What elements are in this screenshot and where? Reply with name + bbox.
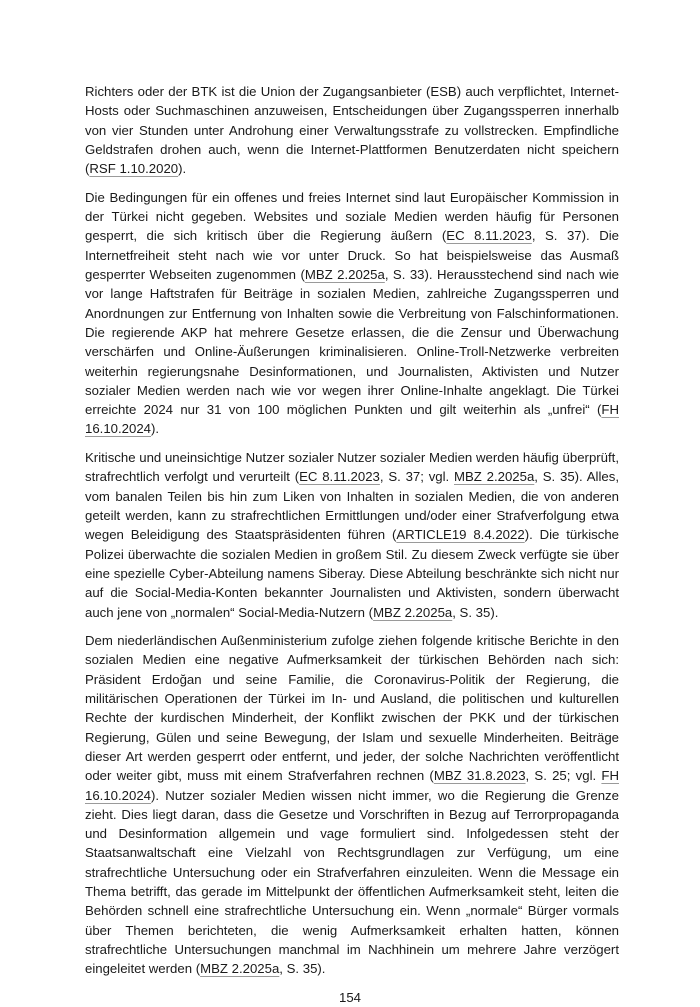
page-sheet (0, 82, 700, 1007)
paragraph-text: , S. 37). Die Internetfreiheit steht nach wie vor unter Druck. So hat beispielsweise das Ausmaß gesperrter Webseiten zugenommen ( (85, 228, 619, 283)
citation-link[interactable]: MBZ 2.2025a (304, 267, 385, 283)
paragraph (85, 82, 619, 178)
paragraph-text: , S. 35). (452, 604, 499, 620)
citation-link[interactable]: RSF 1.10.2020 (89, 161, 179, 177)
citation-link[interactable]: EC 8.11.2023 (446, 228, 532, 244)
paragraph-text: , S. 25; vgl. (525, 768, 602, 784)
citation-link[interactable]: MBZ 2.2025a (200, 961, 280, 977)
paragraph-text: , S. 35). (279, 961, 326, 977)
citation-link[interactable]: MBZ 2.2025a (454, 469, 535, 485)
citation-link[interactable]: MBZ 2.2025a (373, 604, 453, 620)
paragraph-text: Kritische und uneinsichtige Nutzer sozialer Nutzer sozialer Medien werden häufig überprüft, strafrechtlich verfolgt und verurteilt ( (85, 450, 619, 485)
paragraph-text: Die Bedingungen für ein offenes und freies Internet sind laut Europäischer Kommission in der Türkei nicht gegeben. Websites und soziale Medien werden häufig für Personen gesperrt, die sich kritisch über die Regierung äußern ( (85, 189, 619, 244)
citation-link[interactable]: FH 16.10.2024 (85, 768, 619, 803)
paragraph-text: Richters oder der BTK ist die Union der Zugangsanbieter (ESB) auch verpflichtet, Internet-Hosts oder Suchmaschinen anzuweisen, Entscheidungen über Zugangssperren innerhalb von vier Stunden unter Androhung einer Verwaltungsstrafe zu vollstrecken. Empfindliche Geldstrafen drohen auch, wenn die Internet-Plattformen Benutzerdaten nicht speichern ( (85, 84, 619, 177)
citation-link[interactable]: EC 8.11.2023 (299, 469, 380, 485)
citation-link[interactable]: FH 16.10.2024 (85, 402, 619, 437)
paragraph-text: ). Die türkische Polizei überwachte die sozialen Medien in großem Stil. Zu diesem Zweck verfügte sie über eine spezielle Cyber-Abteilung namens Siberay. Diese Abteilung beschränkte sich nicht nur auf die Social-Media-Konten bekannter Journalisten und Aktivisten, sondern überwacht auch jene von „normalen“ Social-Media-Nutzern ( (85, 527, 619, 620)
paragraph-text: ). (151, 421, 160, 437)
citation-link[interactable]: ARTICLE19 8.4.2022 (396, 527, 525, 543)
document-body (85, 82, 619, 979)
paragraph-text: , S. 35). Alles, vom banalen Teilen bis hin zum Liken von Inhalten in sozialen Medien, die von anderen geteilt werden, kann zu strafrechtlichen Ermittlungen und/oder einer Strafverfolgung etwa wegen Beleidigung des Staatspräsidenten führen ( (85, 469, 620, 543)
paragraph (85, 448, 619, 622)
paragraph (85, 188, 619, 439)
paragraph (85, 631, 619, 978)
page-number: 154 (338, 989, 361, 1005)
citation-link[interactable]: MBZ 31.8.2023 (433, 768, 526, 784)
paragraph-text: Dem niederländischen Außenministerium zufolge ziehen folgende kritische Berichte in den sozialen Medien eine negative Aufmerksamkeit der türkischen Behörden nach sich: Präsident Erdoğan und seine Familie, die Coronavirus-Politik der Regierung, die militärischen Operationen der Türkei im In- und Ausland, die politischen und kulturellen Rechte der kurdischen Minderheit, der Konflikt zwischen der PKK und der türkischen Regierung, Gülen und seine Bewegung, der Islam und sexuelle Minderheiten. Beiträge dieser Art werden gesperrt oder entfernt, und jeder, der solche Nachrichten veröffentlicht oder weiter gibt, muss mit einem Strafverfahren rechnen ( (85, 633, 619, 784)
paragraph-text: ). Nutzer sozialer Medien wissen nicht immer, wo die Regierung die Grenze zieht. Dies liegt daran, dass die Gesetze und Vorschriften in Bezug auf Terrorpropaganda und Desinformation allgemein und vage formuliert sind. Infolgedessen steht der Staatsanwaltschaft eine Vielzahl von Rechtsgrundlagen zur Verfügung, um eine strafrechtliche Untersuchung oder ein Strafverfahren einzuleiten. Wenn die Message ein Thema betrifft, das gerade im Mittelpunkt der öffentlichen Aufmerksamkeit steht, leiten die Behörden schnell eine strafrechtliche Untersuchung ein. Wenn „normale“ Bürger vormals über Themen berichteten, die wenig Aufmerksamkeit erhalten hatten, können strafrechtliche Untersuchungen manchmal im Nachhinein um mehrere Jahre verzögert eingeleitet werden ( (85, 787, 619, 977)
paragraph-text: ). (178, 161, 187, 177)
paragraph-text: , S. 37; vgl. (379, 469, 454, 485)
paragraph-text: , S. 33). Herausstechend sind nach wie vor lange Haftstrafen für Beiträge in sozialen Medien, zahlreiche Zugangssperren und Anordnungen zur Entfernung von Inhalten sowie die Verbreitung von Falschinformationen. Die regierende AKP hat mehrere Gesetze erlassen, die die Zensur und Überwachung verschärfen und Online-Äußerungen kriminalisieren. Online-Troll-Netzwerke verbreiten weiterhin regierungsnahe Desinformationen, und Journalisten, Aktivisten und Nutzer sozialer Medien werden nach wie vor wegen ihrer Online-Inhalte angeklagt. Die Türkei erreichte 2024 nur 31 von 100 möglichen Punkten und gilt weiterhin als „unfrei“ ( (85, 267, 619, 418)
